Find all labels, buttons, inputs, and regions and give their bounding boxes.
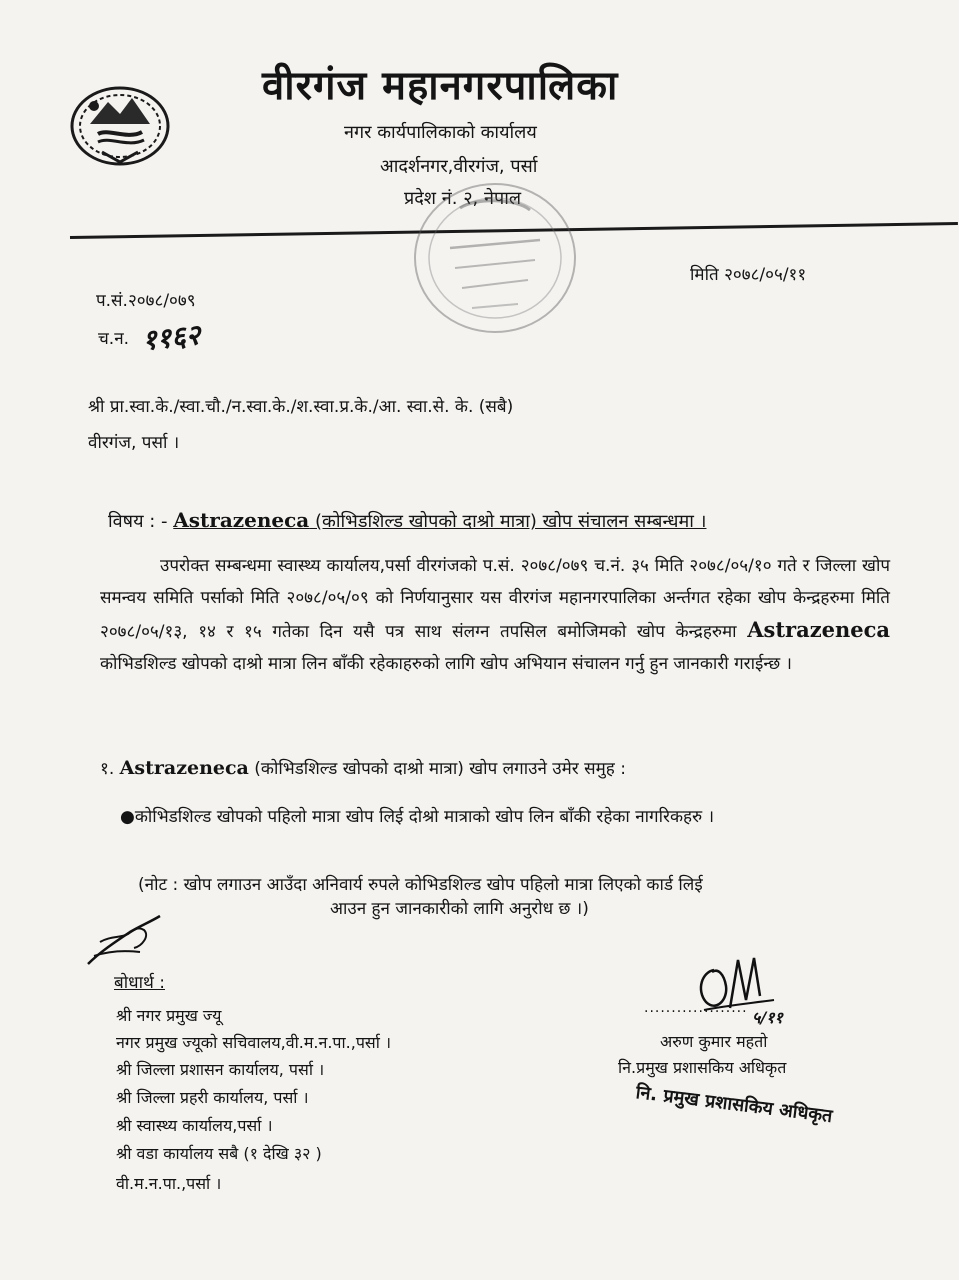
point-1-brand: Astrazeneca [119, 757, 249, 779]
signature-dots: ................... [644, 1000, 748, 1016]
initials-signature [80, 912, 170, 972]
note-line-1: (नोट : खोप लगाउन आउँदा अनिवार्य रुपले कोभिडशिल्ड खोप पहिलो मात्रा लिएको कार्ड लिई [138, 875, 703, 895]
body-paragraph-brand: Astrazeneca [747, 617, 891, 642]
office-name: नगर कार्यपालिकाको कार्यालय [344, 122, 537, 143]
cc-label: बोधार्थ : [114, 973, 165, 993]
cc-item: वी.म.न.पा.,पर्सा । [116, 1174, 222, 1193]
subject-rest: (कोभिडशिल्ड खोपको दाश्रो मात्रा) खोप संचालन सम्बन्धमा । [315, 511, 707, 532]
bullet-item [120, 804, 714, 827]
point-1-number: १. [100, 759, 115, 779]
municipality-emblem [68, 84, 172, 168]
cc-item: श्री नगर प्रमुख ज्यू [116, 1006, 222, 1025]
reference-number: प.सं.२०७८/०७९ [96, 291, 196, 311]
letter-date: मिति २०७८/०५/११ [690, 265, 807, 285]
cc-item: श्री स्वास्थ्य कार्यालय,पर्सा । [116, 1116, 273, 1135]
subject-brand: Astrazeneca [173, 508, 310, 532]
office-stamp [400, 168, 590, 348]
point-1 [100, 756, 626, 779]
cc-item: श्री वडा कार्यालय सबै (१ देखि ३२ ) [116, 1144, 322, 1163]
page-title: वीरगंज महानगरपालिका [262, 63, 619, 109]
recipient-line-2: वीरगंज, पर्सा । [88, 433, 180, 453]
recipient-line-1: श्री प्रा.स्वा.के./स्वा.चौ./न.स्वा.के./श.स्वा.प्र.के./आ. स्वा.से. के. (सबै) [88, 397, 514, 417]
handwritten-sign-date: ५/११ [752, 1008, 783, 1027]
subject-line [108, 508, 706, 533]
cc-item: श्री जिल्ला प्रहरी कार्यालय, पर्सा । [116, 1088, 309, 1107]
body-paragraph-part2: कोभिडशिल्ड खोपको दाश्रो मात्रा लिन बाँकी रहेकाहरुको लागि खोप अभियान संचालन गर्नु हुन जानकारी गराईन्छ । [100, 654, 792, 674]
signatory-name: अरुण कुमार महतो [660, 1032, 768, 1051]
subject-text [173, 508, 707, 532]
point-1-text: (कोभिडशिल्ड खोपको दाश्रो मात्रा) खोप लगाउने उमेर समुह : [254, 759, 626, 779]
office-province: प्रदेश नं. २, नेपाल [404, 188, 522, 209]
note-line-2: आउन हुन जानकारीको लागि अनुरोध छ ।) [330, 899, 589, 919]
cc-item: नगर प्रमुख ज्यूको सचिवालय,वी.म.न.पा.,पर्सा । [116, 1033, 392, 1052]
signatory-stamp-text: नि. प्रमुख प्रशासकिय अधिकृत [634, 1082, 834, 1128]
cc-item: श्री जिल्ला प्रशासन कार्यालय, पर्सा । [116, 1060, 325, 1079]
dispatch-number-handwritten: ११६२ [140, 318, 202, 357]
signatory-designation: नि.प्रमुख प्रशासकिय अधिकृत [618, 1058, 787, 1077]
office-address: आदर्शनगर,वीरगंज, पर्सा [380, 156, 538, 177]
dispatch-number-label: च.न. [98, 329, 130, 349]
bullet-icon: ● [120, 807, 135, 827]
body-paragraph-part1: उपरोक्त सम्बन्धमा स्वास्थ्य कार्यालय,पर्सा वीरगंजको प.सं. २०७८/०७९ च.नं. ३५ मिति २०७८/०५/१० गते र जिल्ला खोप समन्वय समिति पर्साको मिति २०७८/०५/०९ को निर्णयानुसार यस वीरगंज महानगरपालिका अर्न्तगत रहेका खोप केन्द्रहरुमा मिति २०७८/०५/१३, १४ र १५ गतेका दिन यसै पत्र साथ संलग्न तपसिल बमोजिमको खोप केन्द्रहरुमा [100, 556, 890, 642]
body-paragraph [100, 550, 890, 680]
subject-label: विषय : - [108, 511, 168, 532]
bullet-text: कोभिडशिल्ड खोपको पहिलो मात्रा खोप लिई दोश्रो मात्राको खोप लिन बाँकी रहेका नागरिकहरु । [134, 807, 715, 827]
